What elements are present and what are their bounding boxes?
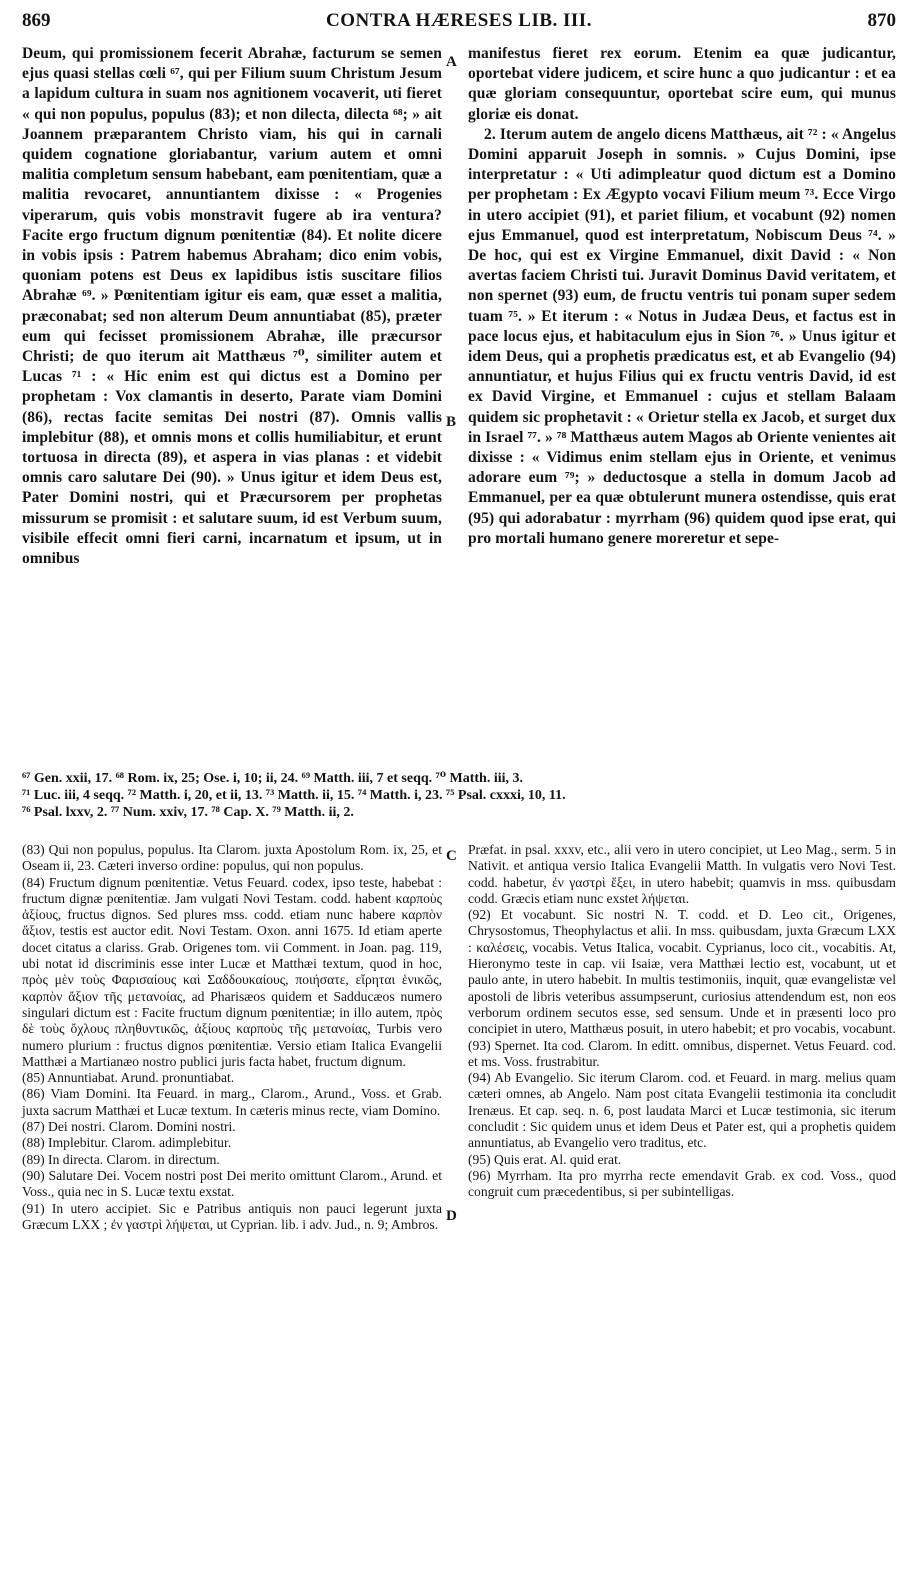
main-left-paragraph: Deum, qui promissionem fecerit Abrahæ, facturum se semen ejus quasi stellas cœli ⁶⁷, qui per Filium suum Christum Jesum a lapidum cultura in suam nos agnitionem vocaverit, uti fieret « qui non populus, populus (83); et non dilecta, dilecta ⁶⁸; » ait Joannem præparantem Christo viam, his qui in carnali quidem cognatione gloriabantur, varium autem et omni malitia completum sensum habebant, eam pœnitentiam, quæ a malitia revocaret, annuntiantem dixisse : « Progenies viperarum, quis vobis monstravit fugere ab ira ventura? Facite ergo fructum dignum pœnitentiæ (84). Et nolite dicere in vobis ipsis : Patrem habemus Abraham; dico enim vobis, quoniam potens est Deus ex lapidibus istis suscitare filios Abrahæ ⁶⁹. » Pœnitentiam igitur eis eam, quæ esset a malitia, præconabat; sed non alterum Deum annuntiabat (85), præter eum qui fecisset promissionem Abrahæ, ille præcursor Christi; de quo iterum ait Matthæus ⁷⁰, similiter autem et Lucas ⁷¹ : « Hic enim est qui dictus est a Domino per prophetam : Vox clamantis in deserto, Parate viam Domini (86), rectas facite semitas Dei nostri (87). Omnis vallis implebitur (88), et omnis mons et collis humiliabitur, et erunt tortuosa in directa (89), et aspera in vias planas : et videbit omnis caro salutare Dei (90). » Unus igitur et idem Deus est, Pater Domini nostri, qui et Præcursorem per prophetas missurum se promisit : et salutare suum, id est Verbum suum, visibile effecit omni fieri carni, incarnatum et ipsum, ut in omnibus bbox=[22, 45, 442, 568]
note-paragraph: (89) In directa. Clarom. in directum. bbox=[22, 1151, 220, 1167]
page-number-left: 869 bbox=[22, 10, 51, 31]
main-text-right-column bbox=[468, 44, 896, 549]
main-right-paragraph: manifestus fieret rex eorum. Etenim ea quæ judicantur, oportebat videre judicem, et scire hunc a quo judicantur : et ea quæ gloriam consequuntur, oportebat scire eum, qui munus gloriæ eis donat. bbox=[468, 45, 896, 123]
notes-left-column bbox=[22, 842, 442, 1233]
margin-marker-b: B bbox=[446, 414, 457, 430]
note-paragraph: (96) Myrrham. Ita pro myrrha recte emendavit Grab. ex cod. Voss., quod congruit cum præcedentibus, si per subintelligas. bbox=[468, 1167, 896, 1200]
reference-line: ⁷¹ Luc. iii, 4 seqq. ⁷² Matth. i, 20, et ii, 13. ⁷³ Matth. ii, 15. ⁷⁴ Matth. i, 23. ⁷⁵ Psal. cxxxi, 10, 11. bbox=[22, 788, 566, 803]
margin-marker-c: C bbox=[446, 848, 457, 864]
note-paragraph: (87) Dei nostri. Clarom. Domini nostri. bbox=[22, 1119, 236, 1135]
note-paragraph: Præfat. in psal. xxxv, etc., alii vero in utero concipiet, ut Leo Mag., serm. 5 in Nativit. et antiqua versio Italica Evangelii Matth. In vulgatis vero Novi Test. codd. habetur, ἐν γαστρὶ ἕξει, in utero habebit; quamvis in mss. quibusdam codd. Græcis etiam nunc exstet λήψεται. bbox=[468, 842, 896, 906]
margin-marker-a: A bbox=[446, 54, 457, 70]
page-number-right: 870 bbox=[867, 10, 896, 31]
note-paragraph: (83) Qui non populus, populus. Ita Clarom. juxta Apostolum Rom. ix, 25, et Oseam ii, 23. Cæteri inverso ordine: populus, qui non populus. bbox=[22, 842, 442, 874]
reference-line: ⁷⁶ Psal. lxxv, 2. ⁷⁷ Num. xxiv, 17. ⁷⁸ Cap. X. ⁷⁹ Matth. ii, 2. bbox=[22, 805, 354, 820]
reference-line: ⁶⁷ Gen. xxii, 17. ⁶⁸ Rom. ix, 25; Ose. i, 10; ii, 24. ⁶⁹ Matth. iii, 7 et seqq. ⁷⁰ Matth. iii, 3. bbox=[22, 771, 523, 786]
margin-marker-d: D bbox=[446, 1208, 457, 1224]
note-paragraph: (84) Fructum dignum pœnitentiæ. Vetus Feuard. codex, ipso teste, habebat : fructum dignæ pœnitentiæ. Jam vulgati Novi Testam. codd. habent καρποὺς ἀξίους, fructus dignos. Sed plures mss. codd. etiam nunc habere καρπὸν ἄξιον, testis est auctor edit. Novi Testam. Oxon. anni 1675. Id etiam aperte docet citatus a clariss. Grab. Origenes tom. vii Comment. in Joan. pag. 119, ubi notat id discriminis esse inter Lucæ et Matthæi textum, quod in hoc, πρὸς μὲν τοὺς Φαρισαίους καὶ Σαδδουκαίους, ποιήσατε, εἴρηται ἑνικῶς, καρπὸν ἄξιον τῆς μετανοίας, ad Pharisæos quidem et Sadducæos numero singulari dictum est : Facite fructum dignum pœnitentiæ; in illo autem, πρὸς δὲ τοὺς ὄχλους πληθυντικῶς, ἀξίους καρποὺς τῆς μετανοίας, Turbis vero numero plurium : fructus dignos pœnitentiæ. Versio etiam Italica Evangelii Matthæi a Martianæo nostro publici juris facta habet, fructum dignum. bbox=[22, 874, 442, 1069]
note-paragraph: (90) Salutare Dei. Vocem nostri post Dei merito omittunt Clarom., Arund. et Voss., quia nec in S. Lucæ textu exstat. bbox=[22, 1167, 442, 1200]
note-paragraph: (94) Ab Evangelio. Sic iterum Clarom. cod. et Feuard. in marg. melius quam cæteri omnes, ab Angelo. Nam post citata Evangelii testimonia ita concludit Irenæus. Et cap. seq. n. 6, post laudata Marci et Lucæ testimonia, sic iterum concludit : Sic quidem unus et idem Deus et Pater est, qui a prophetis quidem annuntiatus, ab Evangelio vero traditus, etc. bbox=[468, 1070, 896, 1151]
note-paragraph: (95) Quis erat. Al. quid erat. bbox=[468, 1151, 622, 1167]
main-right-paragraph: 2. Iterum autem de angelo dicens Matthæus, ait ⁷² : « Angelus Domini apparuit Joseph in somnis. » Cujus Domini, ipse interpretatur : « Uti adimpleatur quod dictum est a Domino per prophetam : Ex Ægypto vocavi Filium meum ⁷³. Ecce Virgo in utero accipiet (91), et pariet filium, et vocabunt (92) nomen ejus Emmanuel, quod est interpretatum, Nobiscum Deus ⁷⁴. » De hoc, qui est ex Virgine Emmanuel, dixit David : « Non avertas faciem Christi tui. Juravit Dominus David veritatem, et non spernet (93) eum, de fructu ventris tui ponam super sedem tuam ⁷⁵. » Et iterum : « Notus in Judæa Deus, et factus est in pace locus ejus, et habitaculum ejus in Sion ⁷⁶. » Unus igitur et idem Deus, qui a prophetis prædicatus est, et ab Evangelio (94) annuntiatur, et hujus Filius qui ex fructu ventris David, id est ex David Virgine, et Emmanuel : cujus et stellam Balaam quidem sic prophetavit : « Orietur stella ex Jacob, et surget dux in Israel ⁷⁷. » ⁷⁸ Matthæus autem Magos ab Oriente venientes ait dixisse : « Vidimus enim stellam ejus in Oriente, et venimus adorare eum ⁷⁹; » deductosque a stella in domum Jacob ad Emmanuel, per ea quæ obtulerunt munera ostendisse, quis erat (95) qui adorabatur : myrrham (96) quidem quod ipse erat, qui pro mortali humano genere moreretur et sepe- bbox=[468, 125, 896, 547]
running-title: CONTRA HÆRESES LIB. III. bbox=[326, 10, 592, 31]
note-paragraph: (85) Annuntiabat. Arund. pronuntiabat. bbox=[22, 1070, 235, 1086]
note-paragraph: (93) Spernet. Ita cod. Clarom. In editt. omnibus, dispernet. Vetus Feuard. cod. et ms. Voss. frustrabitur. bbox=[468, 1037, 896, 1069]
notes-right-column bbox=[468, 842, 896, 1201]
note-paragraph: (92) Et vocabunt. Sic nostri N. T. codd. et D. Leo cit., Origenes, Chrysostomus, Theophylactus et alii. In mss. quibusdam, juxta Græcum LXX : καλέσεις, vocabis. Vetus Italica, vocabit. Cyprianus, loco cit., vocabitis. At, Hieronymo teste in cap. vii Isaiæ, vera Matthæi lectio est, vocabunt, ut et paulo ante, in utero habebit. In multis testimoniis, inquit, quæ evangelistæ vel apostoli de libris veteribus assumpserunt, curiosius attendendum est, non eos verborum ordinem secutos esse, sed sensum. Unde et in præsenti loco pro concipiet in utero, Matthæus posuit, in utero habebit; et pro vocabis, vocabunt. bbox=[468, 907, 896, 1037]
note-paragraph: (86) Viam Domini. Ita Feuard. in marg., Clarom., Arund., Voss. et Grab. juxta sacrum Matthæi et Lucæ textum. In cæteris minus recte, viam Domino. bbox=[22, 1086, 442, 1118]
note-paragraph: (91) In utero accipiet. Sic e Patribus antiquis non pauci legerunt juxta Græcum LXX ; ἐν γαστρὶ λήψεται, ut Cyprian. lib. i adv. Jud., n. 9; Ambros. bbox=[22, 1200, 442, 1232]
scripture-references bbox=[22, 770, 896, 821]
running-header bbox=[22, 6, 896, 36]
note-paragraph: (88) Implebitur. Clarom. adimplebitur. bbox=[22, 1135, 232, 1151]
main-text-left-column bbox=[22, 44, 442, 569]
